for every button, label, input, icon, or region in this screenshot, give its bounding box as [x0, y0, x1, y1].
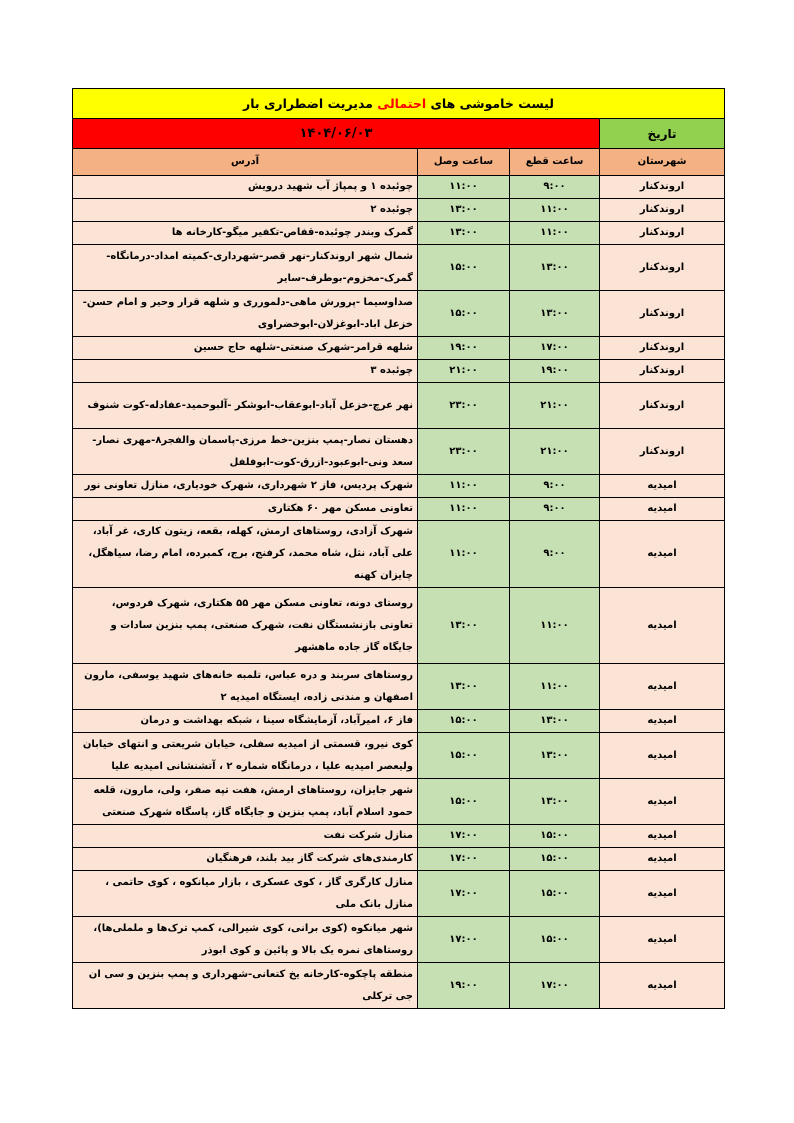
cell-address: شهر جایزان، روستاهای ارمش، هفت تپه صفر، ولی، مارون، قلعه حمود اسلام آباد، پمپ بنزین و جایگاه گاز، پاسگاه شهرک صنعتی [73, 779, 418, 825]
cell-connect-time: ۱۱:۰۰ [418, 475, 510, 498]
cell-connect-time: ۱۱:۰۰ [418, 176, 510, 199]
cell-cut-time: ۱۷:۰۰ [510, 337, 600, 360]
cell-address: چوئبده ۲ [73, 199, 418, 222]
cell-city: امیدیه [600, 825, 725, 848]
cell-cut-time: ۱۱:۰۰ [510, 222, 600, 245]
cell-city: اروندکنار [600, 245, 725, 291]
cell-city: اروندکنار [600, 291, 725, 337]
table-row [73, 176, 725, 199]
table-row [73, 291, 725, 337]
cell-address: نهر عرچ-خزعل آباد-ابوعقاب-ابوشکر -آلبوحمید-عفادله-کوت شنوف [73, 383, 418, 429]
table-row [73, 825, 725, 848]
cell-address: منطقه پاچکوه-کارخانه یخ کتعانی-شهرداری و پمپ بنزین و سی ان جی ترکلی [73, 963, 418, 1009]
cell-connect-time: ۲۱:۰۰ [418, 360, 510, 383]
cell-connect-time: ۱۵:۰۰ [418, 733, 510, 779]
title-text-end: مدیریت اضطراری بار [243, 95, 373, 111]
cell-cut-time: ۲۱:۰۰ [510, 429, 600, 475]
header-connect-time: ساعت وصل [418, 149, 510, 176]
cell-city: اروندکنار [600, 429, 725, 475]
cell-address: کارمندی‌های شرکت گاز بید بلند، فرهنگیان [73, 848, 418, 871]
cell-connect-time: ۱۷:۰۰ [418, 848, 510, 871]
table-title [73, 89, 725, 119]
table-row [73, 521, 725, 588]
table-row [73, 222, 725, 245]
cell-cut-time: ۱۵:۰۰ [510, 825, 600, 848]
cell-cut-time: ۹:۰۰ [510, 176, 600, 199]
cell-city: اروندکنار [600, 199, 725, 222]
cell-cut-time: ۱۹:۰۰ [510, 360, 600, 383]
cell-city: امیدیه [600, 848, 725, 871]
cell-city: امیدیه [600, 963, 725, 1009]
cell-connect-time: ۱۳:۰۰ [418, 222, 510, 245]
cell-connect-time: ۱۳:۰۰ [418, 664, 510, 710]
cell-city: امیدیه [600, 871, 725, 917]
cell-city: اروندکنار [600, 176, 725, 199]
title-text: لیست خاموشی های [430, 95, 554, 111]
cell-address: چوئبده ۱ و پمپاژ آب شهید درویش [73, 176, 418, 199]
cell-connect-time: ۲۳:۰۰ [418, 429, 510, 475]
cell-address: منازل کارگری گاز ، کوی عسکری ، بازار میانکوه ، کوی حاتمی ، منازل بانک ملی [73, 871, 418, 917]
cell-address: صداوسیما -پرورش ماهی-دلمورری و شلهه قرار وحیر و امام حسن-خزعل اباد-ابوغزلان-ابوخضراوی [73, 291, 418, 337]
cell-connect-time: ۱۱:۰۰ [418, 498, 510, 521]
header-city: شهرستان [600, 149, 725, 176]
cell-city: امیدیه [600, 521, 725, 588]
table-row [73, 733, 725, 779]
table-row [73, 917, 725, 963]
cell-address: دهستان نصار-پمپ بنزین-خط مرزی-پاسمان والفجر۸-مهری نصار-سعد ونی-ابوعبود-ازرق-کوت-ابوفلفل [73, 429, 418, 475]
cell-address: روستاهای سربند و دره عباس، تلمبه خانه‌های شهید یوسفی، مارون اصفهان و مندنی زاده، ایستگاه امیدیه ۲ [73, 664, 418, 710]
cell-cut-time: ۹:۰۰ [510, 498, 600, 521]
table-row [73, 779, 725, 825]
cell-cut-time: ۱۵:۰۰ [510, 917, 600, 963]
cell-cut-time: ۱۳:۰۰ [510, 710, 600, 733]
cell-address: گمرک وبندر چوئبده-قفاص-تکفیر میگو-کارخانه ها [73, 222, 418, 245]
table-row [73, 429, 725, 475]
cell-address: فاز ۶، امیرآباد، آزمایشگاه سینا ، شبکه بهداشت و درمان [73, 710, 418, 733]
cell-cut-time: ۱۷:۰۰ [510, 963, 600, 1009]
cell-address: کوی نیرو، قسمتی از امیدیه سفلی، خیابان شریعتی و انتهای خیابان ولیعصر امیدیه علیا ، درمانگاه شماره ۲ ، آتشنشانی امیدیه علیا [73, 733, 418, 779]
cell-cut-time: ۱۳:۰۰ [510, 733, 600, 779]
header-cut-time: ساعت قطع [510, 149, 600, 176]
cell-cut-time: ۱۵:۰۰ [510, 871, 600, 917]
cell-cut-time: ۱۳:۰۰ [510, 245, 600, 291]
cell-city: امیدیه [600, 475, 725, 498]
cell-city: امیدیه [600, 710, 725, 733]
cell-address: شمال شهر اروندکنار-نهر قصر-شهرداری-کمیته امداد-درمانگاه-گمرک-مخزوم-بوطرف-سایر [73, 245, 418, 291]
table-row [73, 383, 725, 429]
cell-address: شلهه قرامر-شهرک صنعتی-شلهه حاج حسین [73, 337, 418, 360]
table-row [73, 710, 725, 733]
cell-cut-time: ۲۱:۰۰ [510, 383, 600, 429]
cell-connect-time: ۱۵:۰۰ [418, 779, 510, 825]
cell-connect-time: ۱۹:۰۰ [418, 963, 510, 1009]
date-value: ۱۴۰۴/۰۶/۰۳ [73, 119, 600, 149]
cell-connect-time: ۱۷:۰۰ [418, 917, 510, 963]
cell-cut-time: ۱۵:۰۰ [510, 848, 600, 871]
cell-city: اروندکنار [600, 383, 725, 429]
cell-connect-time: ۱۵:۰۰ [418, 291, 510, 337]
cell-city: اروندکنار [600, 360, 725, 383]
cell-city: امیدیه [600, 664, 725, 710]
table-row [73, 245, 725, 291]
cell-connect-time: ۱۵:۰۰ [418, 710, 510, 733]
table-row [73, 199, 725, 222]
outage-table [72, 88, 725, 1009]
cell-city: اروندکنار [600, 337, 725, 360]
table-row [73, 588, 725, 664]
cell-address: روستای دونه، تعاونی مسکن مهر ۵۵ هکتاری، شهرک فردوس، تعاونی بازنشستگان نفت، شهرک صنعتی، پمپ بنزین سادات و جایگاه گاز جاده ماهشهر [73, 588, 418, 664]
cell-address: شهرک آزادی، روستاهای ارمش، کهله، بقعه، زیتون کاری، غر آباد، علی آباد، نثل، شاه محمد، کرفنج، برج، کمبرده، امام رضا، سیاهگل، چایزان کهنه [73, 521, 418, 588]
cell-cut-time: ۱۱:۰۰ [510, 664, 600, 710]
cell-city: امیدیه [600, 498, 725, 521]
cell-connect-time: ۱۷:۰۰ [418, 871, 510, 917]
cell-city: اروندکنار [600, 222, 725, 245]
cell-address: شهرک پردیس، فاز ۲ شهرداری، شهرک خودیاری، منازل تعاونی نور [73, 475, 418, 498]
date-label: تاریخ [600, 119, 725, 149]
cell-cut-time: ۹:۰۰ [510, 521, 600, 588]
cell-cut-time: ۱۱:۰۰ [510, 199, 600, 222]
cell-address: تعاونی مسکن مهر ۶۰ هکتاری [73, 498, 418, 521]
table-row [73, 337, 725, 360]
cell-cut-time: ۱۳:۰۰ [510, 779, 600, 825]
header-address: آدرس [73, 149, 418, 176]
cell-cut-time: ۱۱:۰۰ [510, 588, 600, 664]
table-row [73, 871, 725, 917]
cell-address: چوئبده ۳ [73, 360, 418, 383]
cell-city: امیدیه [600, 917, 725, 963]
cell-cut-time: ۹:۰۰ [510, 475, 600, 498]
cell-connect-time: ۱۳:۰۰ [418, 199, 510, 222]
cell-address: شهر میانکوه (کوی برانی، کوی شیرالی، کمپ ترک‌ها و ململی‌ها)، روستاهای نمره یک بالا و پائین و کوی ابوذر [73, 917, 418, 963]
cell-connect-time: ۱۹:۰۰ [418, 337, 510, 360]
cell-connect-time: ۱۱:۰۰ [418, 521, 510, 588]
table-row [73, 664, 725, 710]
cell-city: امیدیه [600, 588, 725, 664]
table-row [73, 848, 725, 871]
cell-city: امیدیه [600, 733, 725, 779]
cell-city: امیدیه [600, 779, 725, 825]
cell-connect-time: ۱۳:۰۰ [418, 588, 510, 664]
cell-connect-time: ۱۵:۰۰ [418, 245, 510, 291]
cell-connect-time: ۱۷:۰۰ [418, 825, 510, 848]
table-row [73, 475, 725, 498]
table-row [73, 963, 725, 1009]
cell-connect-time: ۲۳:۰۰ [418, 383, 510, 429]
table-row [73, 360, 725, 383]
table-row [73, 498, 725, 521]
cell-address: منازل شرکت نفت [73, 825, 418, 848]
cell-cut-time: ۱۳:۰۰ [510, 291, 600, 337]
title-highlight: احتمالی [377, 95, 427, 111]
